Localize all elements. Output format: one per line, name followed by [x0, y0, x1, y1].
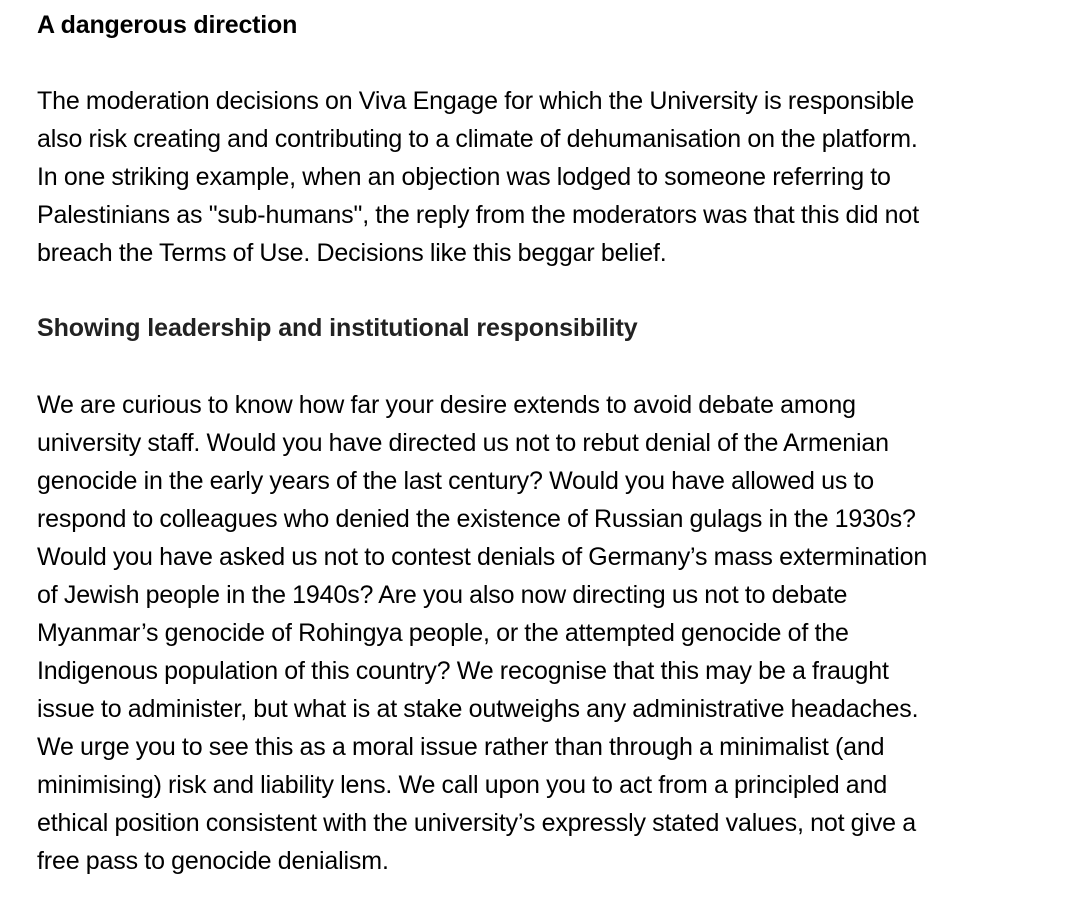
paragraph-line: Indigenous population of this country? We recognise that this may be a fraught — [37, 657, 889, 685]
paragraph-line: In one striking example, when an objection was lodged to someone referring to — [37, 163, 891, 191]
section-heading-dangerous-direction: A dangerous direction — [37, 11, 298, 39]
paragraph-dangerous-direction — [37, 82, 919, 272]
paragraph-line: university staff. Would you have directed us not to rebut denial of the Armenian — [37, 429, 889, 457]
paragraph-line: Palestinians as "sub-humans", the reply from the moderators was that this did not — [37, 201, 919, 229]
paragraph-line: Myanmar’s genocide of Rohingya people, or the attempted genocide of the — [37, 619, 849, 647]
paragraph-line: free pass to genocide denialism. — [37, 847, 389, 875]
section-heading-leadership: Showing leadership and institutional responsibility — [37, 314, 638, 342]
paragraph-line: of Jewish people in the 1940s? Are you also now directing us not to debate — [37, 581, 848, 609]
paragraph-line: The moderation decisions on Viva Engage for which the University is responsible — [37, 87, 915, 115]
paragraph-line: also risk creating and contributing to a climate of dehumanisation on the platform. — [37, 125, 918, 153]
paragraph-line: minimising) risk and liability lens. We call upon you to act from a principled and — [37, 771, 888, 799]
paragraph-leadership — [37, 386, 927, 880]
paragraph-line: genocide in the early years of the last century? Would you have allowed us to — [37, 467, 875, 495]
paragraph-line: ethical position consistent with the university’s expressly stated values, not give a — [37, 809, 916, 837]
paragraph-line: Would you have asked us not to contest denials of Germany’s mass extermination — [37, 543, 928, 571]
paragraph-line: breach the Terms of Use. Decisions like this beggar belief. — [37, 239, 667, 267]
paragraph-line: respond to colleagues who denied the existence of Russian gulags in the 1930s? — [37, 505, 916, 533]
paragraph-line: We are curious to know how far your desire extends to avoid debate among — [37, 391, 856, 419]
paragraph-line: issue to administer, but what is at stake outweighs any administrative headaches. — [37, 695, 919, 723]
paragraph-line: We urge you to see this as a moral issue rather than through a minimalist (and — [37, 733, 885, 761]
